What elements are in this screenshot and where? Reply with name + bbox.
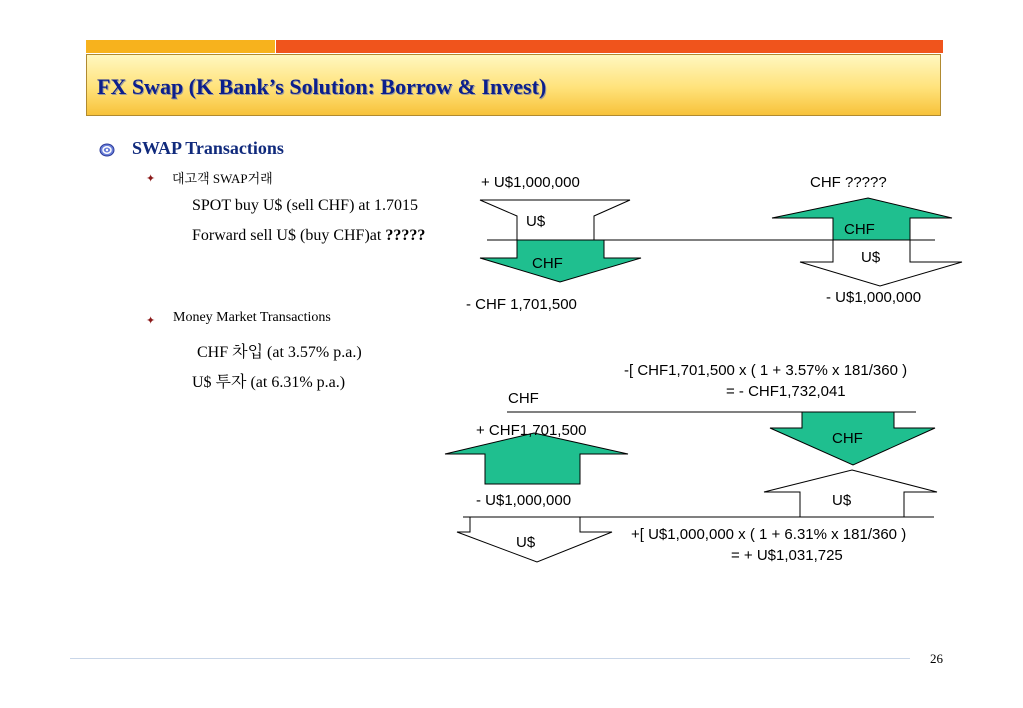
spot-out-label: - CHF 1,701,500 [466,296,577,313]
chf-line-label: CHF [508,390,539,407]
spot-usd-box-label: U$ [526,213,546,230]
spot-chf-box-label: CHF [532,255,563,272]
swap-forward-text: Forward sell U$ (buy CHF)at [192,227,386,244]
fwd-out-label: - U$1,000,000 [826,289,922,306]
page-title: FX Swap (K Bank’s Solution: Borrow & Invest) [97,74,547,99]
usd-return-formula: +[ U$1,000,000 x ( 1 + 6.31% x 181/360 ) [631,526,907,543]
section-heading: SWAP Transactions [132,138,284,158]
money-market-subheading: Money Market Transactions [173,310,331,325]
chf-repay-formula: -[ CHF1,701,500 x ( 1 + 3.57% x 181/360 ) [624,362,908,379]
chf-borrow-arrow [445,433,628,484]
chf-borrow-line: CHF 차입 (at 3.57% p.a.) [197,344,362,361]
spot-in-label: + U$1,000,000 [481,174,580,191]
usd-return-box-label: U$ [832,492,852,509]
arrow-bullet-icon: ✦ [146,173,156,185]
usd-return-result: = + U$1,031,725 [731,547,843,564]
fwd-usd-box-label: U$ [861,249,881,266]
chf-repay-box-label: CHF [832,430,863,447]
footer-divider [70,658,910,659]
swap-subheading: 대고객 SWAP거래 [172,171,273,186]
arrow-bullet-icon: ✦ [146,315,156,327]
page-number: 26 [930,651,943,666]
swap-spot-line: SPOT buy U$ (sell CHF) at 1.7015 [192,197,418,214]
swap-forward-rate: ????? [385,227,426,244]
chf-repay-result: = - CHF1,732,041 [726,383,846,400]
fwd-in-label: CHF ????? [810,174,887,191]
fwd-chf-box-label: CHF [844,221,875,238]
usd-invest-line: U$ 투자 (at 6.31% p.a.) [192,374,346,391]
chf-borrow-label: + CHF1,701,500 [476,422,587,439]
spot-usd-in-arrow [480,200,630,240]
usd-out-label: - U$1,000,000 [476,492,572,509]
usd-out-box-label: U$ [516,534,536,551]
fwd-usd-out-arrow [800,240,962,286]
